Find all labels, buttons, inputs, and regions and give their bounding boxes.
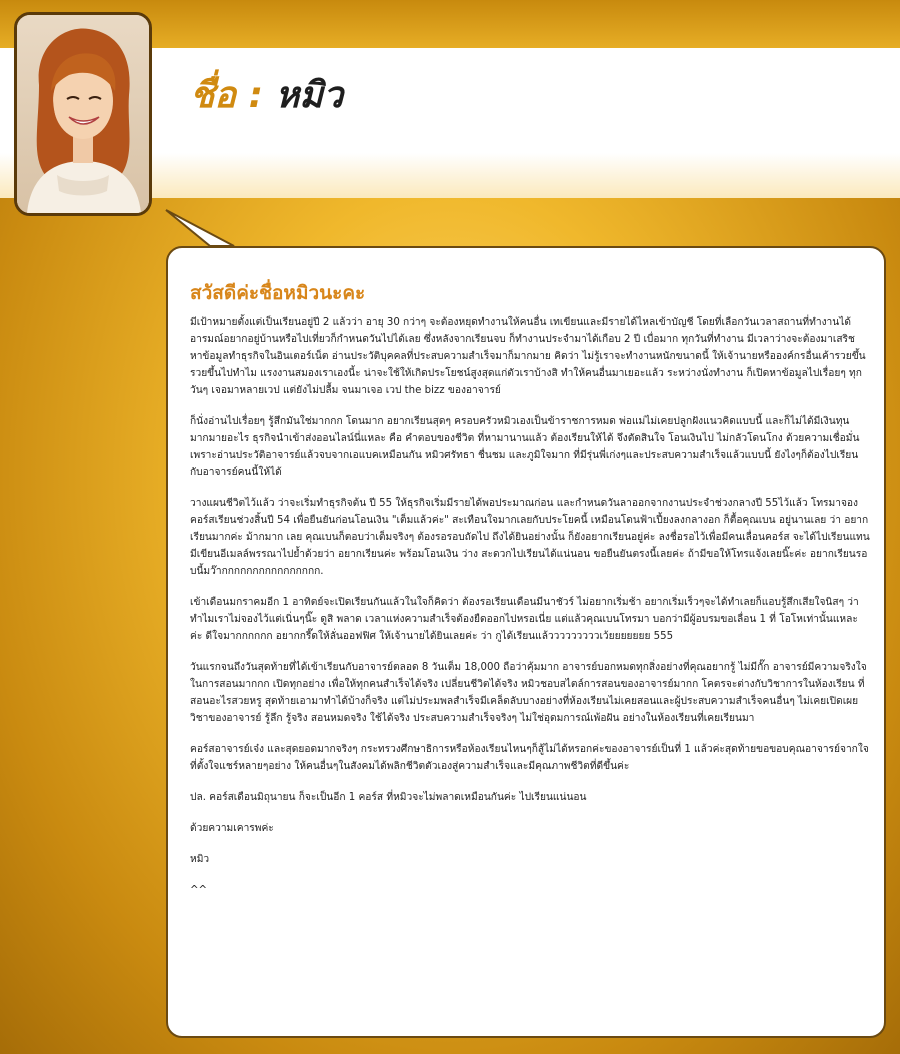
person-photo-icon	[17, 15, 149, 213]
closing-line: ด้วยความเคารพค่ะ	[190, 823, 274, 834]
testimonial-paragraph: วันแรกจนถึงวันสุดท้ายที่ได้เข้าเรียนกับอาจารย์ตลอด 8 วันเต็ม 18,000 ถือว่าคุ้มมาก อาจารย์บอกหมดทุกสิ่งอย่างที่คุณอยากรู้ ไม่มีกั๊ก อาจารย์มีความจริงใจในการสอนมากกก เปิดทุกอย่าง เพื่อให้ทุกคนสำเร็จได้จริง เปลี่ยนชีวิตได้จริง หมิวชอบสไตล์การสอนของอาจารย์มากก โคตรจะต่างกับวิชาการในห้องเรียน ที่สอนอะไรสวยหรู สุดท้ายเอามาทำได้บ้างก็จริง แต่ไม่ประมพลสำเร็จมีเคล็ดลับบางอย่างที่ห้องเรียนไม่เคยสอนและผู้ประสบความสำเร็จคนอื่นๆ ไม่เคยเปิดเผย วิชาของอาจารย์ รู้ลึก รู้จริง สอนหมดจริง ใช้ได้จริง ประสบความสำเร็จจริงๆ ไม่ใช่อุดมการณ์เพ้อฝัน อย่างในห้องเรียนที่เคยเรียนมา	[190, 662, 867, 724]
postscript: ปล. คอร์สเดือนมิถุนายน ก็จะเป็นอีก 1 คอร์ส ที่หมิวจะไม่พลาดเหมือนกันค่ะ ไปเรียนแน่นอน	[190, 792, 587, 803]
page-title	[190, 66, 343, 123]
profile-photo	[14, 12, 152, 216]
greeting-heading: สวัสดีค่ะชื่อหมิวนะคะ	[190, 282, 366, 304]
testimonial-paragraph: เข้าเดือนมกราคมอีก 1 อาทิตย์จะเปิดเรียนกันแล้วในใจก็คิดว่า ต้องรอเรียนเดือนมีนาชัวร์ ไม่อยากเริ่มช้า อยากเริ่มเร็วๆจะได้ทำเลยก็แอบรู้สึกเสียใจนิสๆ ว่าทำไมเราไม่จองไว้แต่เนิ่นๆนิ๊ะ ดูสิ พลาด เวลาแห่งความสำเร็จต้องยืดออกไปหรอเนี่ย แต่แล้วคุณเบนโทรมา บอกว่ามีผู้อบรมขอเลื่อน 1 ที่ โอโหเท่านั้นแหละค่ะ ดีใจมากกกกกก อยากกรี๊ดให้ลั่นออฟฟิศ ให้เจ้านายได้ยินเลยค่ะ ว่า กูได้เรียนแล้วววววววววเว้ยยยยยยย 555	[190, 597, 859, 642]
testimonial-paragraph: วางแผนชีวิตไว้แล้ว ว่าจะเริ่มทำธุรกิจต้น ปี 55 ให้ธุรกิจเริ่มมีรายได้พอประมาณก่อน และกำหนดวันลาออกจากงานประจำช่วงกลางปี 55ไว้แล้ว โทรมาจองคอร์สเรียนช่วงสิ้นปี 54 เพื่อยืนยันก่อนโอนเงิน "เต็มแล้วค่ะ" สะเทือนใจมากเลยกับประโยคนี้ เหมือนโดนฟ้าเปี้ยงลงกลางอก ก็ตื้อคุณเบน อยู่นานเลย ว่า อยากเรียนมากค่ะ ม้ากมาก เลย คุณเบนก็ตอบว่าเต็มจริงๆ ต้องรอรอบถัดไป ถึงได้ยินอย่างนั้น ก็ยังอยากเรียนอยู่ค่ะ ลงชื่อรอไว้เพื่อมีคนเลื่อนคอร์ส จะได้ไปเรียนแทน มีเขียนอีเมลล์พรรณาไปย้ำด้วยว่า อยากเรียนค่ะ พร้อมโอนเงิน ว่าง สะดวกไปเรียนได้แน่นอน ขอยืนยันตรงนี้เลยค่ะ ถ้ามีขอให้โทรแจ้งเลยนิ๊ะค่ะ อยากเรียนรอบนี้มว๊ากกกกกกกกกกกกกกกก.	[190, 498, 870, 577]
name-label: ชื่อ :	[190, 75, 263, 116]
name-value: หมิว	[275, 75, 344, 116]
signature-name: หมิว	[190, 854, 210, 865]
testimonial-content	[190, 278, 870, 913]
testimonial-paragraph: มีเป้าหมายตั้งแต่เป็นเรียนอยู่ปี 2 แล้วว่า อายุ 30 กว่าๆ จะต้องหยุดทำงานให้คนอื่น เทเขียนและมีรายได้ไหลเข้าบัญชี โดยที่เลือกวันเวลาสถานที่ทำงานได้ อารมณ์อยากอยู่บ้านหรือไปเที่ยวก็กำหนดวันไปได้เลย ซึ่งหลังจากเรียนจบ ก็ทำงานประจำมาได้เกือบ 2 ปี เบื่อมาก ทุกวันที่ทำงาน มีเวลาว่างจะต้องมาเสริช หาข้อมูลทำธุรกิจในอินเตอร์เน็ต อ่านประวัติบุคคลที่ประสบความสำเร็จมาก็มากมาย คิดว่า ไม่รู้เราจะทำงานหนักขนาดนี้ ให้เจ้านายหรือองค์กรอื่นเค้ารวยขึ้น รวยขึ้นไปทำไม แรงงานสมองเราเองนี้ะ น่าจะใช้ให้เกิดประโยชน์สูงสุดแก่ตัวเราบ้างสิ ทำให้คนอื่นมาเยอะแล้ว ระหว่างนั่งทำงาน ก็เปิดหาข้อมูลไปเรื่อยๆ ทุกวันๆ เจอมาหลายเวป แต่ยังไม่ปลื้ม จนมาเจอ เวป the bizz ของอาจารย์	[190, 317, 866, 396]
testimonial-paragraph: ก็นั่งอ่านไปเรื่อยๆ รู้สึกมันใช่มากกก โดนมาก อยากเรียนสุดๆ ครอบครัวหมิวเองเป็นข้าราชการหมด พ่อแม่ไม่เคยปลูกฝังแนวคิดแบบนี้ และก็ไม่ได้มีเงินทุนมากมายอะไร ธุรกิจนำเข้าส่งออนไลน์นี่แหละ คือ คำตอบของชีวิต ที่หามานานแล้ว ต้องเรียนให้ได้ จึงตัดสินใจ โอนเงินไป ไม่กลัวโดนโกง ด้วยความเชื่อมั่น เพราะอ่านประวัติอาจารย์แล้วจบจากเอแบคเหมือนกัน หมิวศรัทธา ชื่นชม และภูมิใจมาก ที่มีรุ่นพี่เก่งๆและประสบความสำเร็จแล้วแบบนี้ ยังไงๆก็ต้องไปเรียนกับอาจารย์คนนี้ให้ได้	[190, 416, 860, 478]
signature-emoticon: ^^	[190, 885, 208, 896]
testimonial-paragraph: คอร์สอาจารย์เจ๋ง และสุดยอดมากจริงๆ กระทรวงศึกษาธิการหรือห้องเรียนไหนๆก็สู้ไม่ได้หรอกค่ะของอาจารย์เป็นที่ 1 แล้วค่ะสุดท้ายขอขอบคุณอาจารย์จากใจ ที่ตั้งใจแชร์หลายๆอย่าง ให้คนอื่นๆในสังคมได้พลิกชีวิตตัวเองสู่ความสำเร็จและมีคุณภาพชีวิตที่ดีขึ้นค่ะ	[190, 744, 869, 772]
